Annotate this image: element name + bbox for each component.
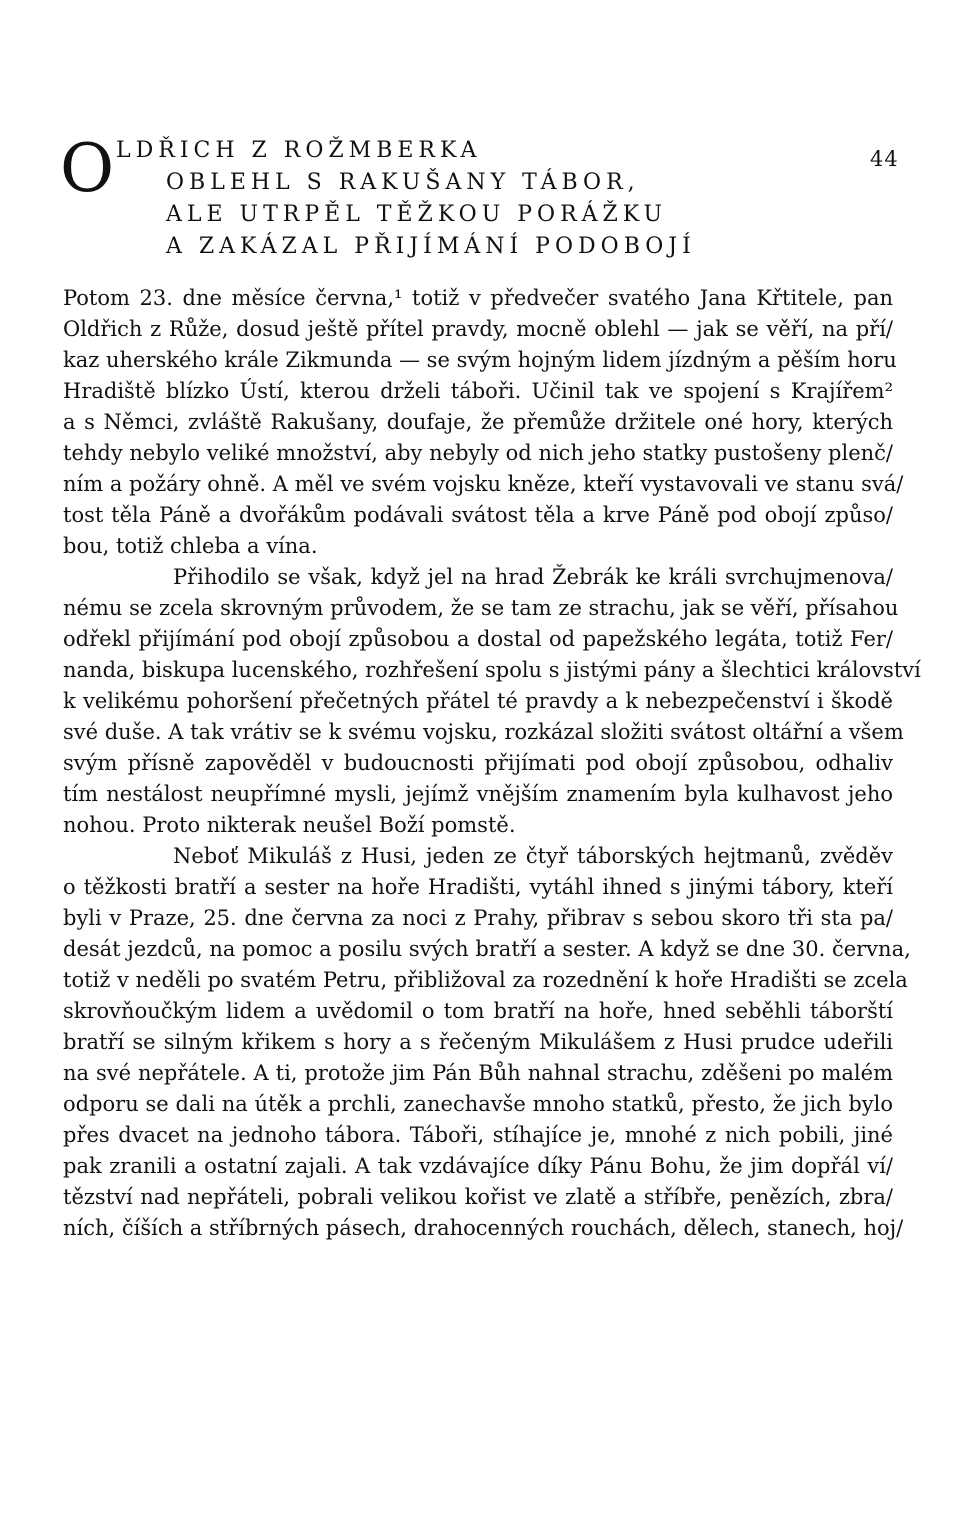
text-line: o těžkosti bratří a sester na hoře Hradišti, vytáhl ihned s jinými tábory, kteří <box>63 875 893 899</box>
text-line: své duše. A tak vrátiv se k svému vojsku, rozkázal složiti svátost oltářní a všem <box>63 720 904 744</box>
text-line: bratří se silným křikem s hory a s řečeným Mikulášem z Husi prudce udeřili <box>63 1030 893 1054</box>
text-line: na své nepřátele. A ti, protože jim Pán Bůh nahnal strachu, zděšeni po malém <box>63 1061 893 1085</box>
text-line: Potom 23. dne měsíce června,¹ totiž v předvečer svatého Jana Křtitele, pan <box>63 286 893 310</box>
text-line: odřekl přijímání pod obojí způsobou a dostal od papežského legáta, totiž Fer/ <box>63 627 893 651</box>
body-text <box>63 283 921 1244</box>
text-line: Neboť Mikuláš z Husi, jeden ze čtyř táborských hejtmanů, zvěděv <box>173 844 893 868</box>
text-line: přes dvacet na jednoho tábora. Táboři, stíhajíce je, mnohé z nich pobili, jiné <box>63 1123 893 1147</box>
text-line: tězství nad nepřáteli, pobrali velikou kořist ve zlatě a stříbře, penězích, zbra/ <box>63 1185 893 1209</box>
text-line: Přihodilo se však, když jel na hrad Žebrák ke králi svrchujmenova/ <box>173 565 893 589</box>
text-line: totiž v neděli po svatém Petru, přibližoval za rozednění k hoře Hradišti se zcela <box>63 968 908 992</box>
page-number: 44 <box>870 147 899 171</box>
text-line: nému se zcela skrovným průvodem, že se tam ze strachu, jak se věří, přísahou <box>63 596 899 620</box>
drop-cap: O <box>60 130 115 207</box>
text-line: Hradiště blízko Ústí, kterou drželi táboři. Učinil tak ve spojení s Krajířem² <box>63 379 893 403</box>
text-line: pak zranili a ostatní zajali. A tak vzdávajíce díky Pánu Bohu, že jim dopřál ví/ <box>63 1154 893 1178</box>
heading-line-1: LDŘICH Z ROŽMBERKA <box>116 138 482 163</box>
text-line: ních, číších a stříbrných pásech, drahocenných rouchách, dělech, stanech, hoj/ <box>63 1216 904 1240</box>
text-line: Oldřich z Růže, dosud ještě přítel pravdy, mocně oblehl — jak se věří, na pří/ <box>63 317 893 341</box>
text-line: skrovňoučkým lidem a uvědomil o tom bratří na hoře, hned seběhli táborští <box>63 999 893 1023</box>
heading-line-2: OBLEHL S RAKUŠANY TÁBOR, <box>166 170 640 195</box>
text-line: tehdy nebylo veliké množství, aby nebyly od nich jeho statky pustošeny plenč/ <box>63 441 893 465</box>
text-line: bou, totiž chleba a vína. <box>63 534 318 558</box>
heading-line-4: A ZAKÁZAL PŘIJÍMÁNÍ PODOBOJÍ <box>166 234 696 259</box>
text-line: byli v Praze, 25. dne června za noci z Prahy, přibrav s sebou skoro tři sta pa/ <box>63 906 893 930</box>
text-line: nohou. Proto nikterak neušel Boží pomstě. <box>63 813 516 837</box>
text-line: nanda, biskupa lucenského, rozhřešení spolu s jistými pány a šlechtici království <box>63 658 921 682</box>
text-line: tím nestálost neupřímné mysli, jejímž vnějším znamením byla kulhavost jeho <box>63 782 893 806</box>
text-line: ním a požáry ohně. A měl ve svém vojsku kněze, kteří vystavovali ve stanu svá/ <box>63 472 904 496</box>
text-line: kaz uherského krále Zikmunda — se svým hojným lidem jízdným a pěším horu <box>63 348 897 372</box>
text-line: a s Němci, zvláště Rakušany, doufaje, že přemůže držitele oné hory, kterých <box>63 410 893 434</box>
text-line: desát jezdců, na pomoc a posilu svých bratří a sester. A když se dne 30. června, <box>63 937 911 961</box>
text-line: k velikému pohoršení přečetných přátel té pravdy a k nebezpečenství i škodě <box>63 689 893 713</box>
text-line: svým přísně zapověděl v budoucnosti přijímati pod obojí způsobou, odhaliv <box>63 751 893 775</box>
text-line: odporu se dali na útěk a prchli, zanechavše mnoho statků, přesto, že jich bylo <box>63 1092 893 1116</box>
text-line: tost těla Páně a dvořákům podávali svátost těla a krve Páně pod obojí způso/ <box>63 503 893 527</box>
heading-line-3: ALE UTRPĚL TĚŽKOU PORÁŽKU <box>166 202 667 227</box>
